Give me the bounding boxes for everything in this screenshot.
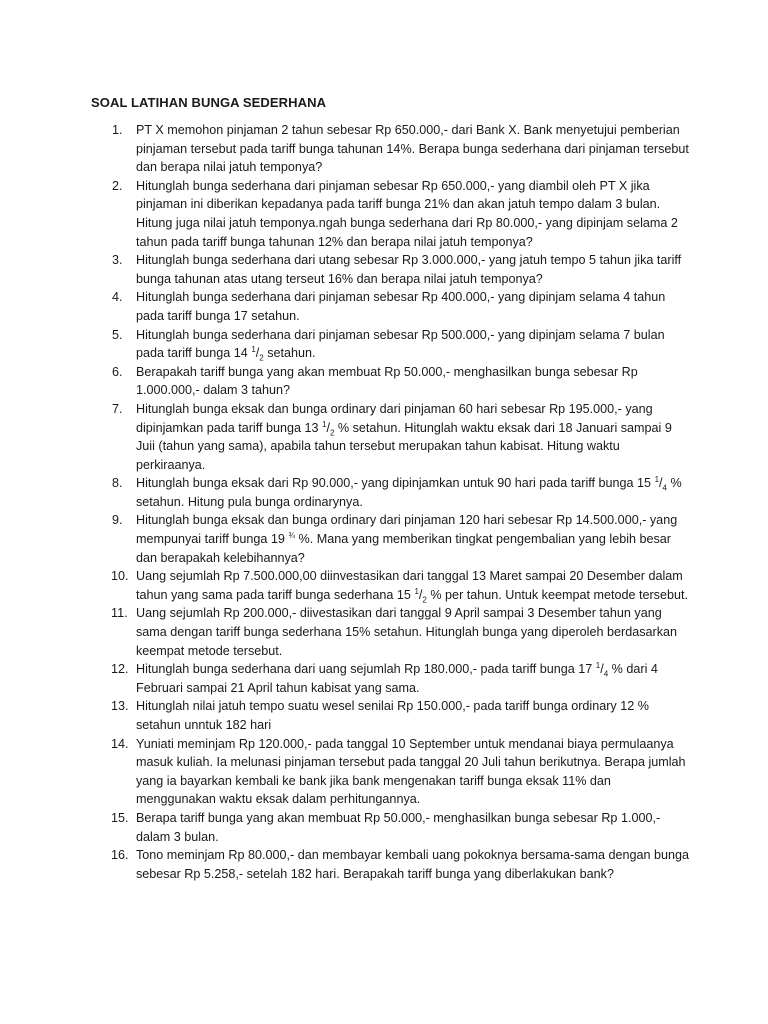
question-number: 11. <box>111 606 128 621</box>
question-number: 12. <box>111 662 129 677</box>
fraction-denominator: 4 <box>662 483 667 493</box>
question-number: 6. <box>112 364 123 379</box>
question-item-4 <box>91 288 691 325</box>
question-item-7 <box>91 400 691 474</box>
question-item-12 <box>91 660 691 697</box>
question-number: 14. <box>111 736 129 751</box>
question-number: 13. <box>111 699 129 714</box>
question-text: Hitunglah bunga sederhana dari utang sebesar Rp 3.000.000,- yang jatuh tempo 5 tahun jika tariff bunga tahunan atas utang terseut 16% dan berapa nilai jatuh temponya? <box>136 253 682 286</box>
question-text: Hitunglah bunga sederhana dari pinjaman sebesar Rp 400.000,- yang dipinjam selama 4 tahun pada tariff bunga 17 setahun. <box>136 290 666 323</box>
question-text-before: Hitunglah bunga eksak dari Rp 90.000,- yang dipinjamkan untuk 90 hari pada tariff bunga 15 <box>136 476 655 491</box>
document-title: SOAL LATIHAN BUNGA SEDERHANA <box>91 95 327 110</box>
question-item-3 <box>91 251 691 288</box>
question-text: Hitunglah bunga sederhana dari pinjaman sebesar Rp 650.000,- yang diambil oleh PT X jika pinjaman ini diberikan kepadanya pada tariff bunga 21% dan akan jatuh tempo dalam 3 bulan. Hitung juga nilai jatuh temponya.ngah bunga sederhana dari Rp 80.000,- yang dipinjam selama 2 tahun pada tariff bunga tahunan 12% dan berapa nilai jatuh temponya? <box>136 178 678 249</box>
question-text-after: %. Mana yang memberikan tingkat pengembalian yang lebih besar dan berapakah kelebihannya? <box>136 532 671 565</box>
question-item-11 <box>91 604 691 660</box>
question-number: 16. <box>111 848 129 863</box>
fraction-numerator: 1 <box>595 661 601 671</box>
question-text <box>136 660 691 697</box>
question-text: Berapa tariff bunga yang akan membuat Rp 50.000,- menghasilkan bunga sebesar Rp 1.000,- dalam 3 bulan. <box>136 810 661 844</box>
fraction-separator: / <box>326 420 330 435</box>
question-text: PT X memohon pinjaman 2 tahun sebesar Rp 650.000,- dari Bank X. Bank menyetujui pemberian pinjaman tersebut pada tariff bunga tahunan 14%. Berapa bunga sederhana dari pinjaman tersebut dan berapa nilai jatuh temponya? <box>136 123 689 175</box>
question-item-5 <box>91 326 691 363</box>
fraction-glyph: ¾ <box>288 530 296 540</box>
fraction-numerator: 1 <box>654 475 660 485</box>
question-number: 2. <box>112 178 123 193</box>
question-item-9 <box>91 511 691 567</box>
question-text <box>136 567 691 604</box>
question-text <box>136 326 691 363</box>
question-text: Hitunglah nilai jatuh tempo suatu wesel senilai Rp 150.000,- pada tariff bunga ordinary 12 % setahun unntuk 182 hari <box>136 699 649 732</box>
question-text: Uang sejumlah Rp 200.000,- diivestasikan dari tanggal 9 April sampai 3 Desember tahun yang sama dengan tariff bunga sederhana 15% setahun. Hitunglah bunga yang diperoleh berdasarkan keempat metode tersebut. <box>136 606 677 658</box>
question-number: 3. <box>112 253 123 268</box>
question-text <box>136 474 691 511</box>
question-text-before: Hitunglah bunga eksak dan bunga ordinary dari pinjaman 120 hari sebesar Rp 14.500.000,- yang mempunyai tariff bunga 19 <box>136 513 678 547</box>
fraction-separator: / <box>600 662 604 677</box>
fraction-denominator: 2 <box>422 595 427 605</box>
question-text: Yuniati meminjam Rp 120.000,- pada tanggal 10 September untuk mendanai biaya permulaanya masuk kuliah. Ia melunasi pinjaman tersebut pada tanggal 20 Juli tahun berikutnya. Berapa jumlah yang ia bayarkan kembali ke bank jika bank mengenakan tariff bunga eksak 11% dan menggunakan waktu eksak dalam perhitungannya. <box>136 736 686 807</box>
fraction-separator: / <box>255 346 260 361</box>
fraction-numerator: 1 <box>251 344 256 354</box>
question-text: Tono meminjam Rp 80.000,- dan membayar kembali uang pokoknya bersama-sama dengan bunga sebesar Rp 5.258,- setelah 182 hari. Berapakah tariff bunga yang diberlakukan bank? <box>136 848 690 881</box>
question-item-6 <box>91 363 691 400</box>
question-number: 1. <box>112 123 123 137</box>
question-item-2 <box>91 177 691 251</box>
question-text <box>136 400 691 474</box>
question-text-before: Hitunglah bunga sederhana dari pinjaman sebesar Rp 500.000,- yang dipinjam selama 7 bulan pada tariff bunga 14 <box>136 327 665 361</box>
question-text-before: Hitunglah bunga eksak dan bunga ordinary dari pinjaman 60 hari sebesar Rp 195.000,- yang dipinjamkan pada tariff bunga 13 <box>136 401 653 435</box>
question-text-after: setahun. <box>263 346 316 361</box>
question-text-after: % setahun. Hitunglah waktu eksak dari 18 Januari sampai 9 Juii (tahun yang sama), apabila tahun tersebut merupakan tahun kabisat. Hitung waktu perkiraanya. <box>136 420 672 472</box>
question-text-after: % setahun. Hitung pula bunga ordinarynya. <box>136 476 682 509</box>
question-number: 10. <box>111 569 129 584</box>
fraction-numerator: 1 <box>322 419 327 429</box>
question-item-13 <box>91 697 691 734</box>
question-text-before: Hitunglah bunga sederhana dari uang sejumlah Rp 180.000,- pada tariff bunga 17 <box>136 662 596 677</box>
fraction-numerator: 1 <box>414 586 419 596</box>
question-number: 4. <box>112 290 123 305</box>
question-number: 5. <box>112 327 123 342</box>
question-number: 15. <box>111 810 129 825</box>
question-number: 8. <box>112 476 123 491</box>
question-item-14 <box>91 735 691 809</box>
question-item-15 <box>91 809 691 846</box>
fraction-denominator: 2 <box>329 428 335 438</box>
question-text: Berapakah tariff bunga yang akan membuat Rp 50.000,- menghasilkan bunga sebesar Rp 1.000.000,- dalam 3 tahun? <box>136 364 638 398</box>
question-text-after: % dari 4 Februari sampai 21 April tahun kabisat yang sama. <box>136 662 658 695</box>
question-item-1 <box>91 121 691 177</box>
question-item-8 <box>91 474 691 511</box>
question-text-after: % per tahun. Untuk keempat metode tersebut. <box>426 587 688 602</box>
question-item-16 <box>91 846 691 883</box>
question-text-before: Uang sejumlah Rp 7.500.000,00 diinvestasikan dari tanggal 13 Maret sampai 20 Desember dalam tahun yang sama pada tariff bunga sederhana 15 <box>136 569 683 602</box>
question-text <box>136 511 691 567</box>
fraction-separator: / <box>659 476 663 491</box>
fraction-separator: / <box>418 587 423 602</box>
question-list <box>91 121 691 883</box>
question-number: 9. <box>112 513 123 528</box>
question-item-10 <box>91 567 691 604</box>
fraction-denominator: 2 <box>259 353 264 363</box>
fraction-denominator: 4 <box>603 669 609 679</box>
question-number: 7. <box>112 401 123 416</box>
